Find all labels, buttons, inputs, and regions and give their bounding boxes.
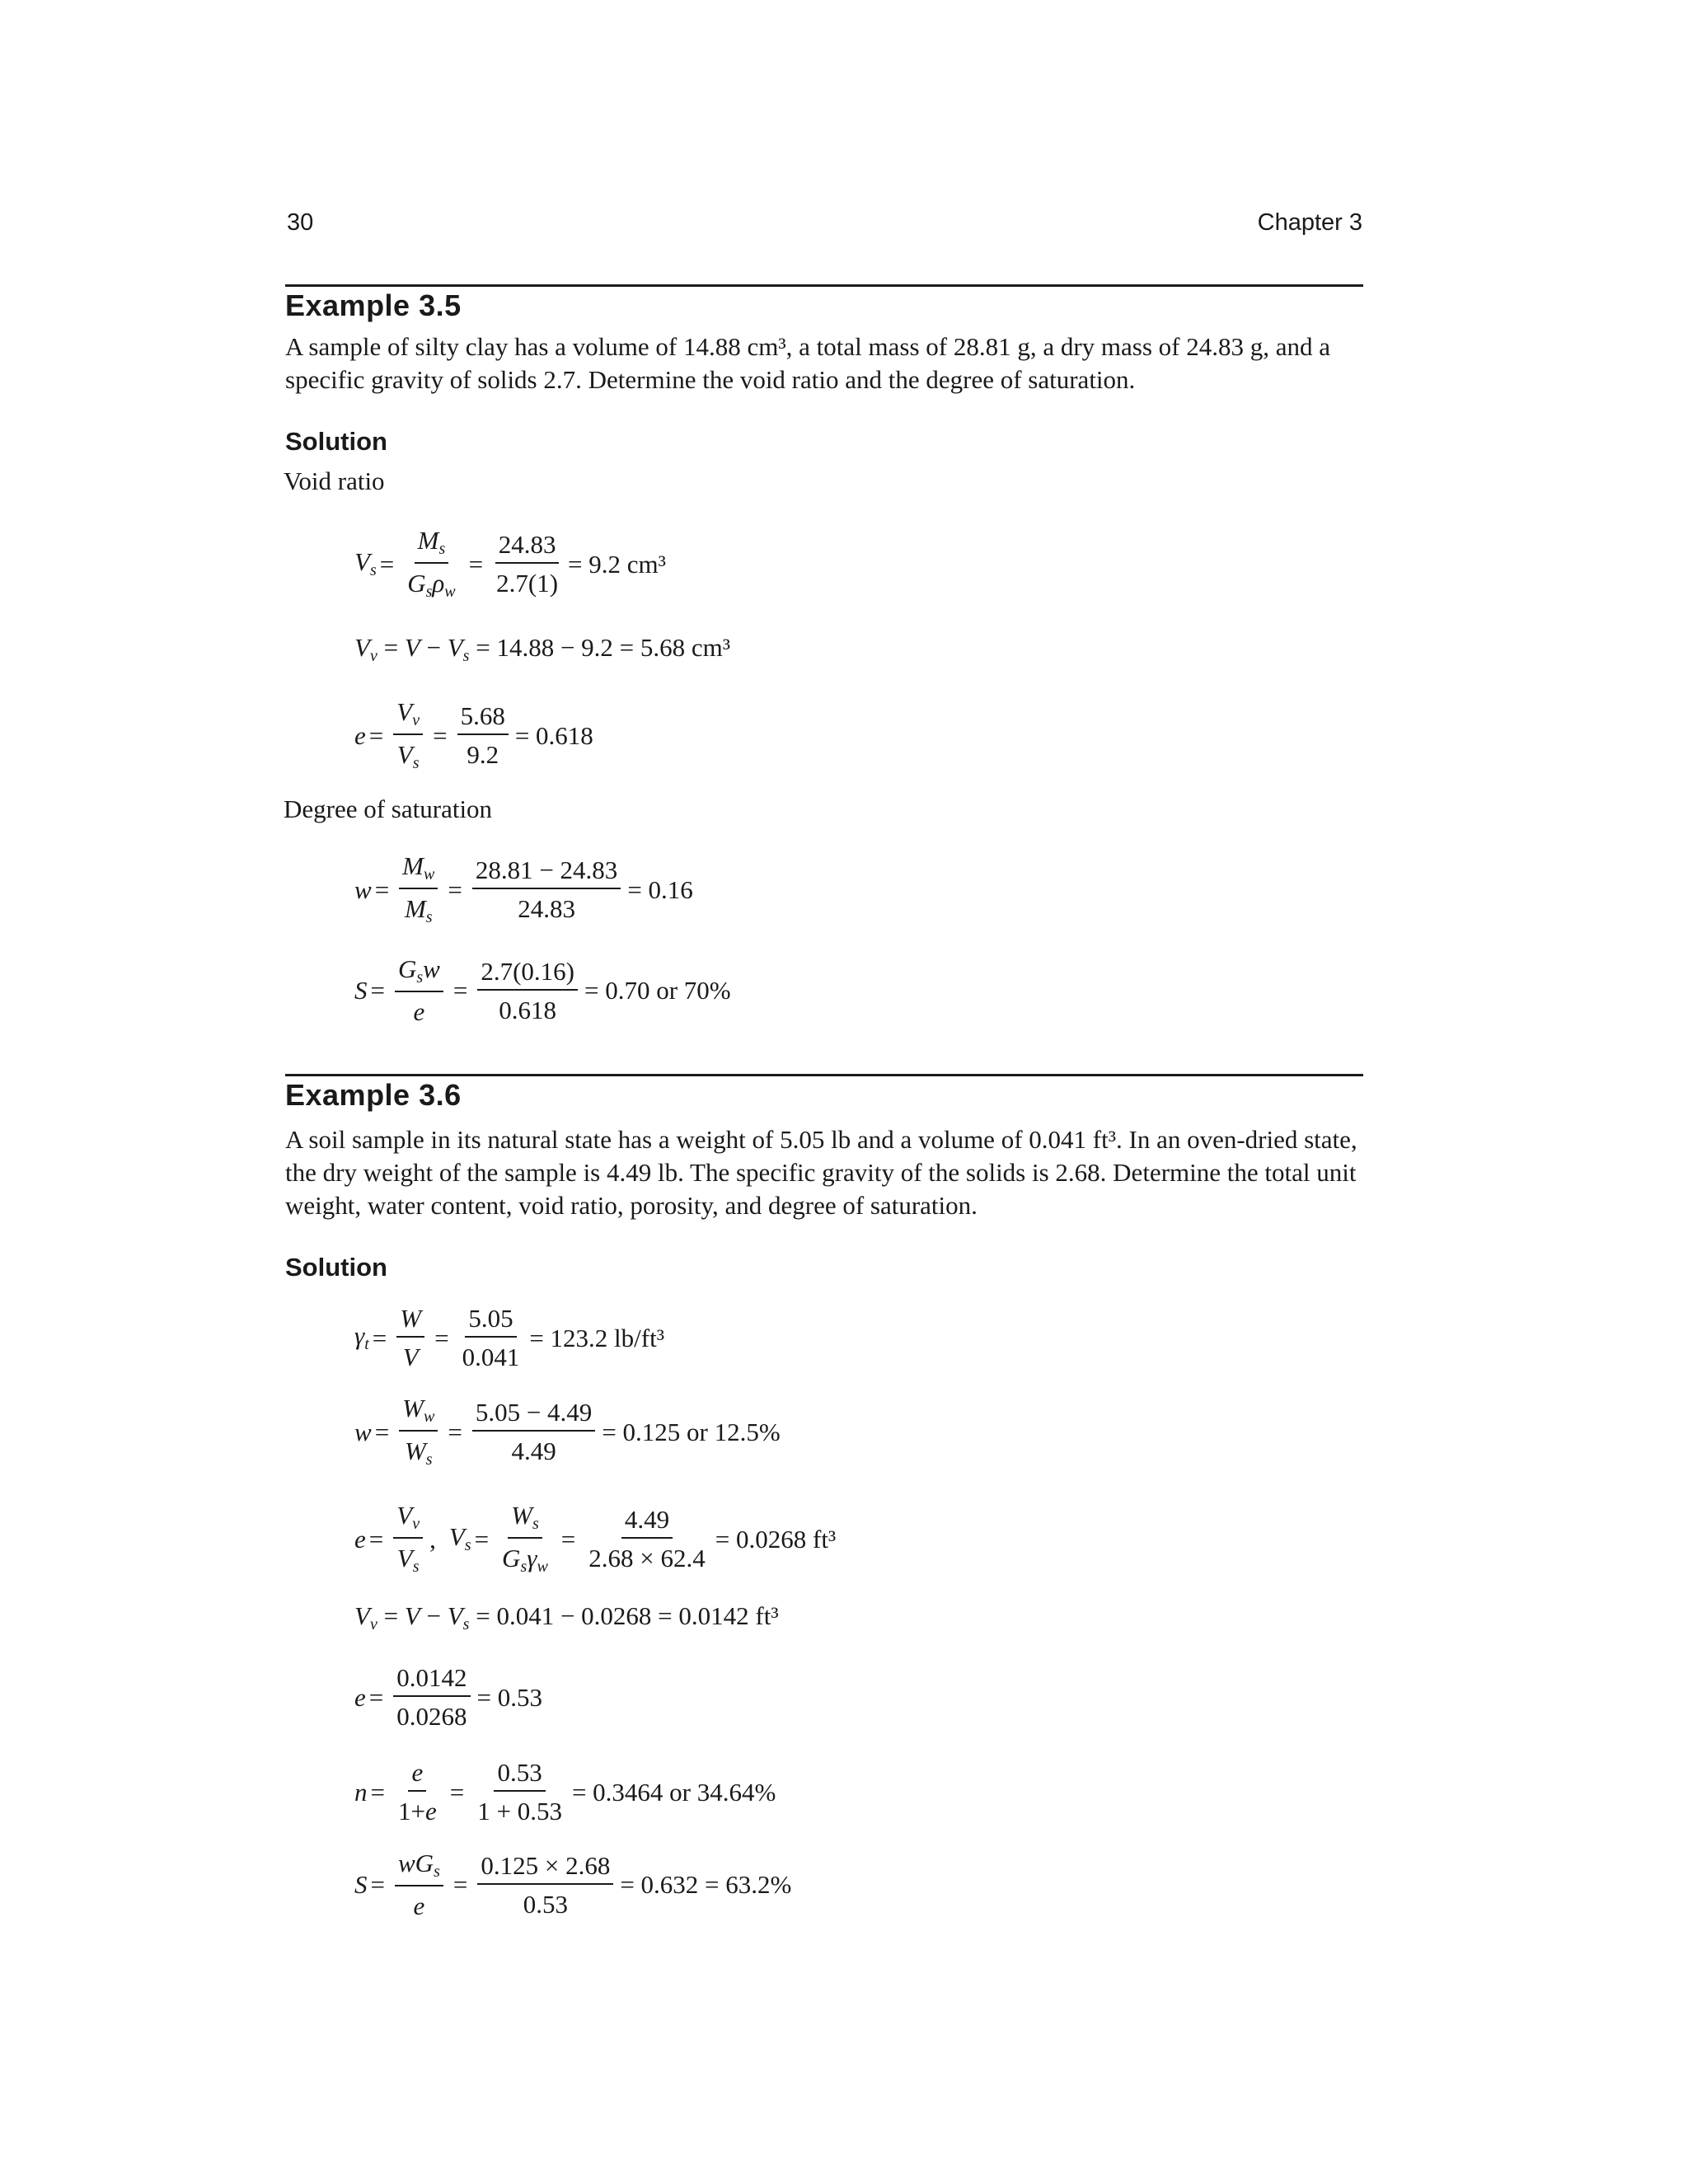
void-ratio-label: Void ratio xyxy=(284,466,385,495)
saturation-label: Degree of saturation xyxy=(284,794,493,823)
equation-e: e = $\frac{V_v}{V_s}$ = $\frac{5.68}{9.2}$ = 0.618 xyxy=(354,697,593,772)
example-title: Example 3.6 xyxy=(285,1078,462,1112)
solution-heading: Solution xyxy=(285,1253,387,1282)
equation-e-vs: e = $\frac{V_v}{V_s}$ , $V_s$ = $\frac{W_s}{G_s\gamma_w}$ = $\frac{4.49}{2.68 \times 62.4}$ = 0.0268 ft³ xyxy=(354,1501,837,1576)
page-number: 30 xyxy=(287,209,314,236)
equation-vs: $V_s$ = $\frac{M_s}{G_s\rho_w}$ = $\frac{24.83}{2.7(1)}$ = 9.2 cm³ xyxy=(354,526,666,601)
equation-gamma: $\gamma_t$ = $\frac{W}{V}$ = $\frac{5.05}{0.041}$ = 123.2 lb/ft³ xyxy=(354,1304,665,1371)
solution-heading: Solution xyxy=(285,427,387,456)
chapter-heading: Chapter 3 xyxy=(1257,209,1362,236)
equation-w: w = $\frac{W_w}{W_s}$ = $\frac{5.05 - 4.49}{4.49}$ = 0.125 or 12.5% xyxy=(354,1394,781,1469)
example-problem: A soil sample in its natural state has a weight of 5.05 lb and a volume of 0.041 ft³. In an oven-dried state, the dry weight of the sample is 4.49 lb. The specific gravity of the solids is 2.68. Determine the total unit weight, water content, void ratio, porosity, and degree of saturation. xyxy=(285,1125,1357,1220)
section-rule xyxy=(285,1074,1363,1076)
equation-n: n = $\frac{e}{1+e}$ = $\frac{0.53}{1 + 0.53}$ = 0.3464 or 34.64% xyxy=(354,1758,776,1825)
equation-s: S = $\frac{wG_s}{e}$ = $\frac{0.125 \times 2.68}{0.53}$ = 0.632 = 63.2% xyxy=(354,1849,792,1920)
equation-vv: $V_v = V - V_s = 0.041 - 0.0268 = 0.0142$ ft³ xyxy=(354,1601,779,1633)
equation-w: w = $\frac{M_w}{M_s}$ = $\frac{28.81 - 24.83}{24.83}$ = 0.16 xyxy=(354,851,693,926)
equation-vv: $V_v = V - V_s = 14.88 - 9.2 = 5.68$ cm³ xyxy=(354,633,731,665)
example-title: Example 3.5 xyxy=(285,288,462,322)
equation-s: S = $\frac{G_sw}{e}$ = $\frac{2.7(0.16)}{0.618}$ = 0.70 or 70% xyxy=(354,954,731,1026)
section-rule xyxy=(285,284,1363,287)
equation-e: e = $\frac{0.0142}{0.0268}$ = 0.53 xyxy=(354,1663,542,1731)
example-problem: A sample of silty clay has a volume of 14.88 cm³, a total mass of 28.81 g, a dry mass of 24.83 g, and a specific gravity of solids 2.7. Determine the void ratio and the degree of saturation. xyxy=(285,332,1331,394)
